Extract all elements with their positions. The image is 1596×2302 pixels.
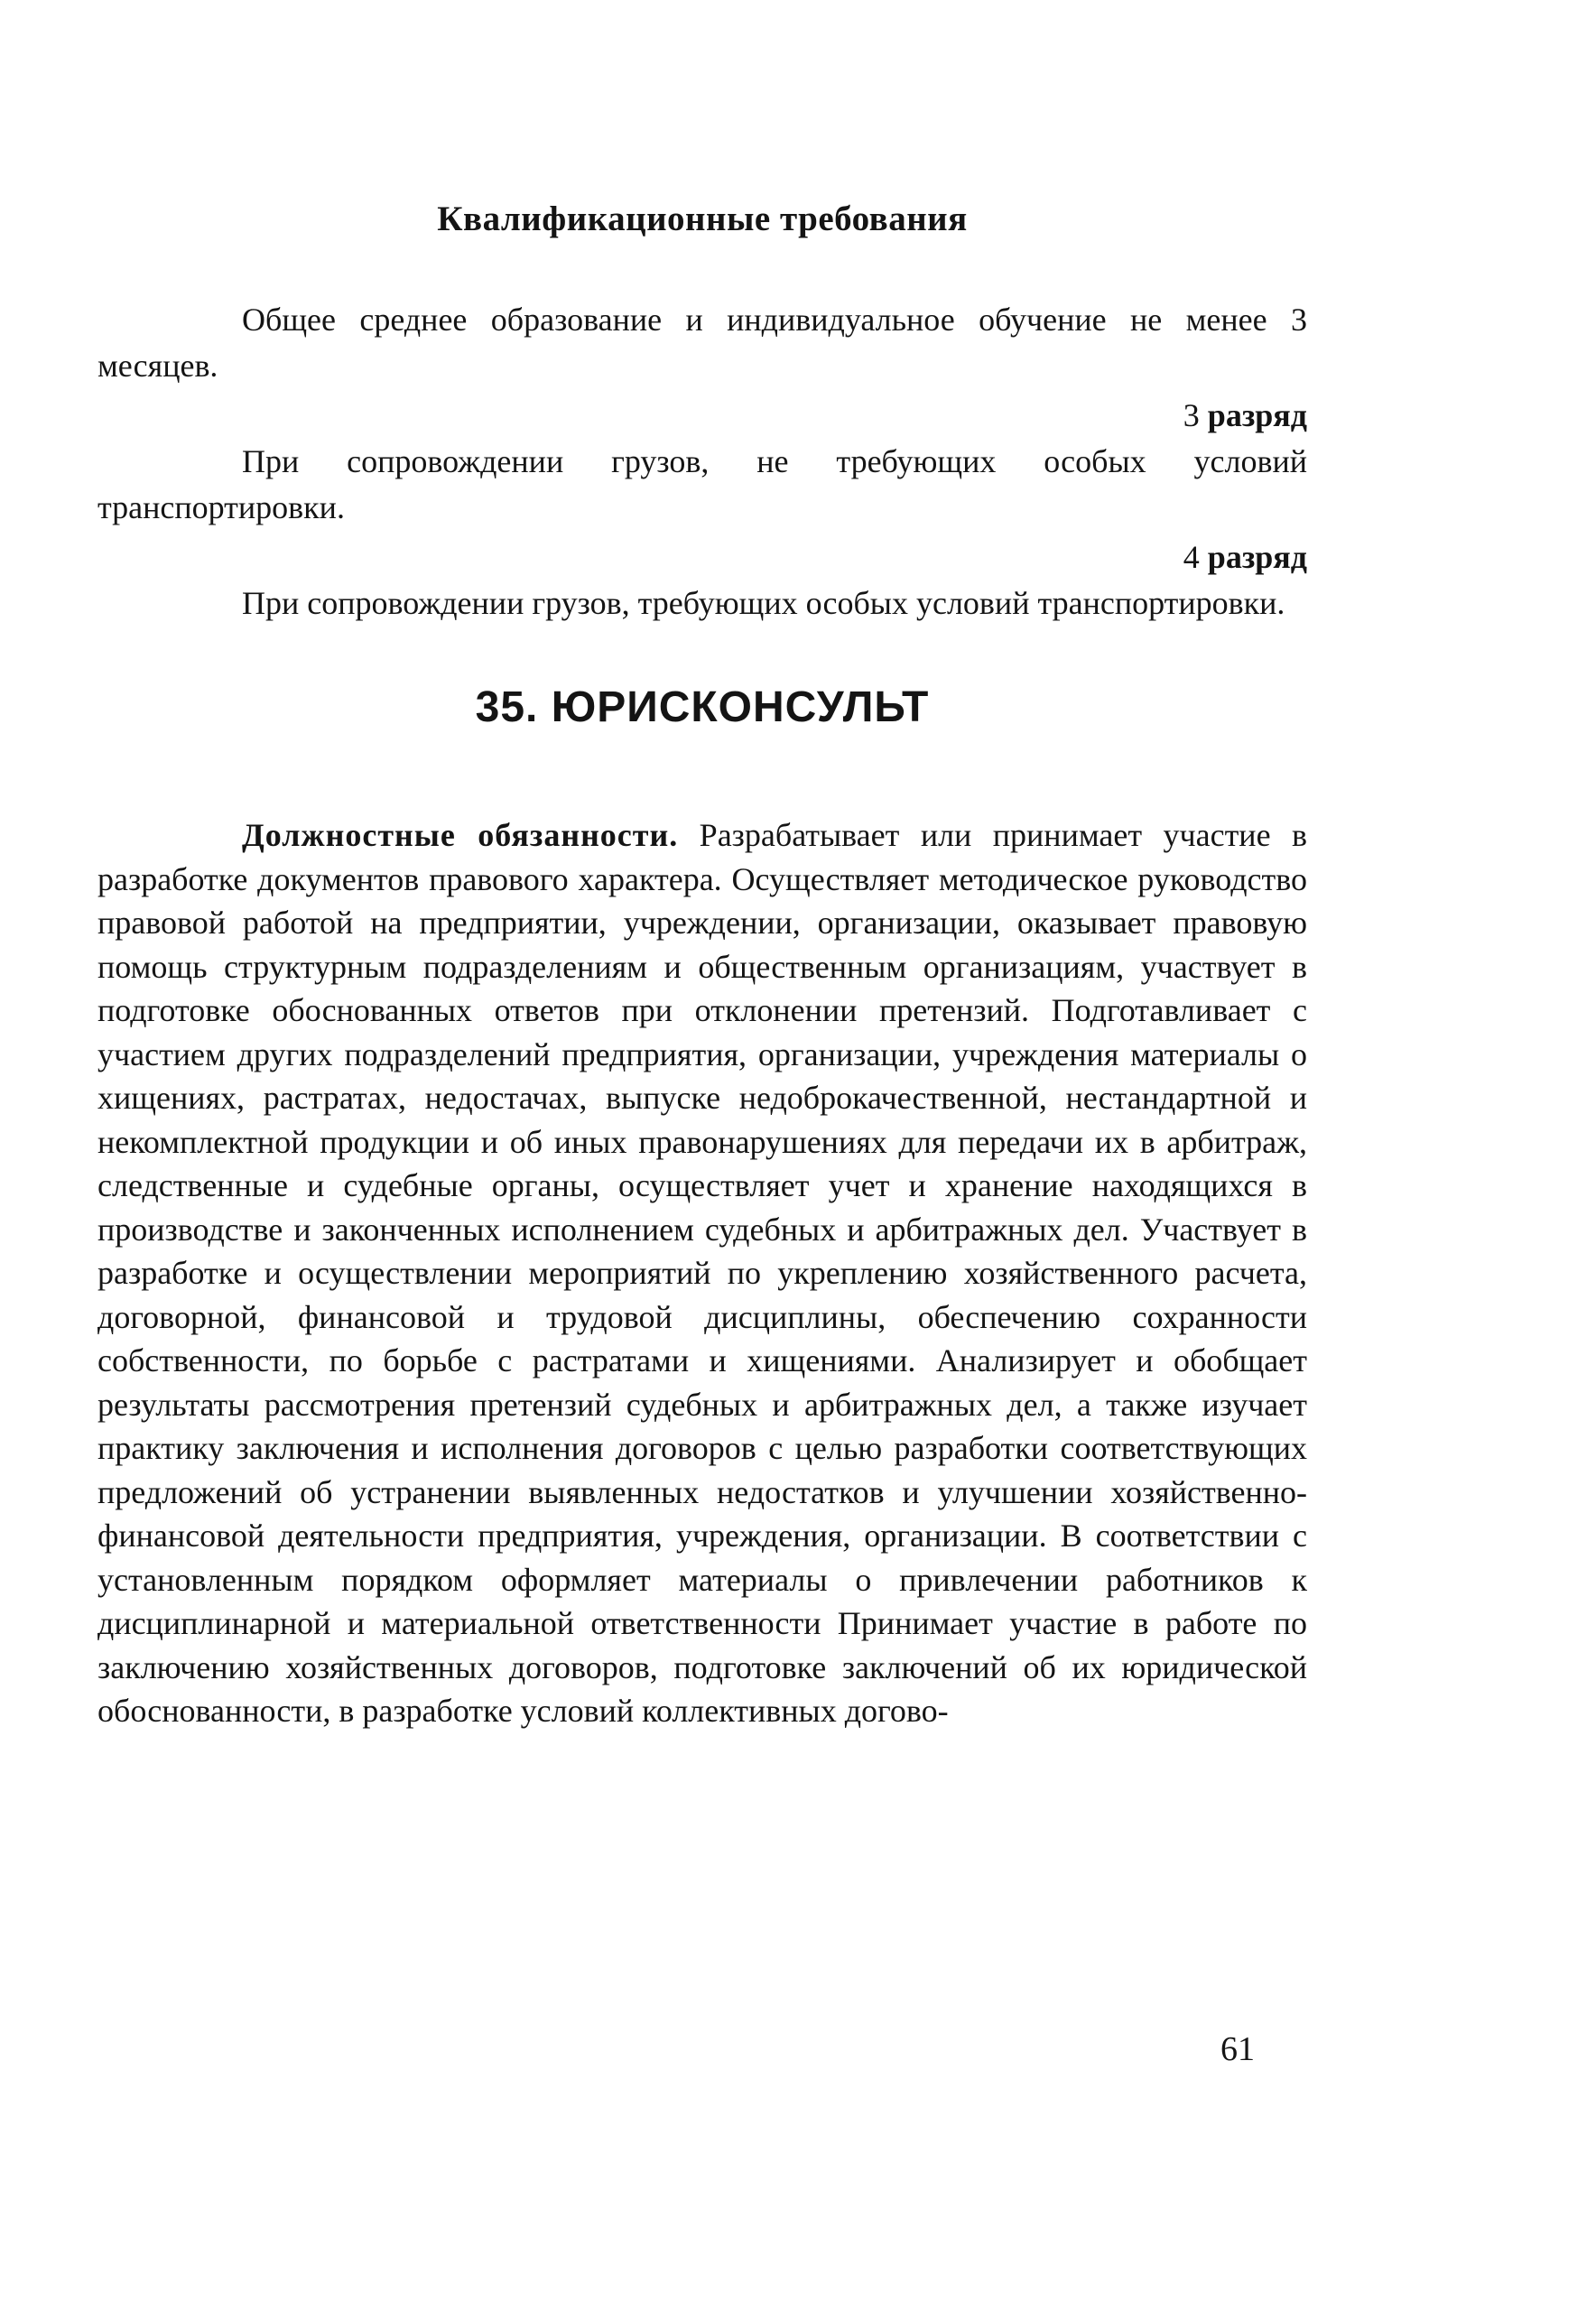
grade-4-number: 4 <box>1183 539 1200 575</box>
section-title: 35. ЮРИСКОНСУЛЬТ <box>475 683 930 731</box>
grade-3-label <box>97 393 1307 439</box>
duties-lead: Должностные обязанности. <box>242 817 679 853</box>
grade-3-word: разряд <box>1207 397 1307 433</box>
document-page <box>97 199 1307 1733</box>
duties-paragraph <box>97 813 1307 1733</box>
page-number: 61 <box>1220 2030 1255 2068</box>
grade-3-text: При сопровождении грузов, не требующих особых условий транспортировки. <box>97 443 1307 525</box>
grade-3-number: 3 <box>1183 397 1200 433</box>
qualification-general-text: Общее среднее образование и индивидуальное обучение не менее 3 месяцев. <box>97 302 1307 384</box>
grade-4-label <box>97 534 1307 580</box>
grade-4-text: При сопровождении грузов, требующих особых условий транспортировки. <box>242 585 1285 621</box>
duties-text: Разрабатывает или принимает участие в разработке документов правового характера. Осуществляет методическое руководство правовой работой на предприятии, учреждении, организации, оказывает правовую помощь структурным подразделениям и общественным организациям, участвует в подготовке обоснованных ответов при отклонении претензий. Подготавливает с участием других подразделений предприятия, организации, учреждения материалы о хищениях, растратах, недостачах, выпуске недоброкачественной, нестандартной и некомплектной продукции и об иных правонарушениях для передачи их в арбитраж, следственные и судебные органы, осуществляет учет и хранение находящихся в производстве и законченных исполнением судебных и арбитражных дел. Участвует в разработке и осуществлении мероприятий по укреплению хозяйственного расчета, договорной, финансовой и трудовой дисциплины, обеспечению сохранности собственности, по борьбе с растратами и хищениями. Анализирует и обобщает результаты рассмотрения претензий судебных и арбитражных дел, а также изучает практику заключения и исполнения договоров с целью разработки соответствующих предложений об устранении выявленных недостатков и улучшении хозяйственно-финансовой деятельности предприятия, учреждения, организации. В соответствии с установленным порядком оформляет материалы о привлечении работников к дисциплинарной и материальной ответственности Принимает участие в работе по заключению хозяйственных договоров, подготовке заключений об их юридической обоснованности, в разработке условий коллективных догово- <box>97 817 1307 1729</box>
grade-4-word: разряд <box>1207 539 1307 575</box>
qualification-heading: Квалификационные требования <box>437 200 968 238</box>
